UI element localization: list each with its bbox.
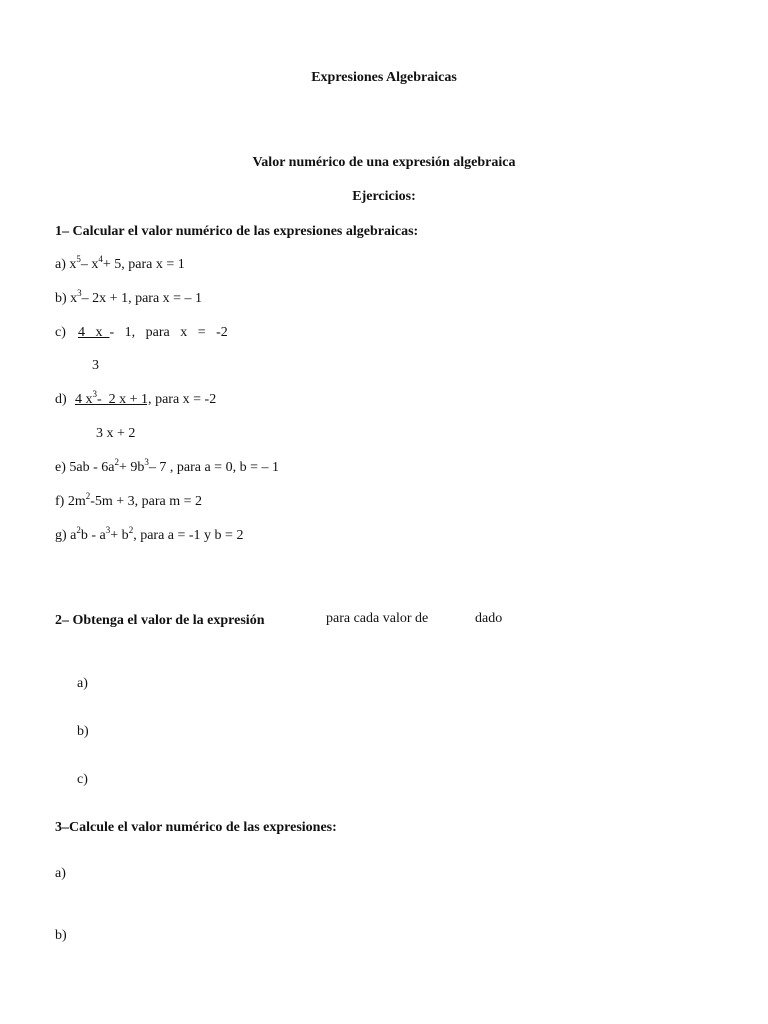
section2-heading: 2– Obtenga el valor de la expresión	[55, 613, 265, 628]
section2-item: c)	[77, 772, 88, 787]
exercise-1c	[55, 326, 66, 340]
exercise-1d	[55, 393, 67, 407]
section2-item: b)	[77, 724, 89, 739]
exercise-1d-denominator: 3 x + 2	[96, 426, 136, 441]
exercise-1g-label: g) a	[55, 528, 77, 543]
exercise-1d-label: d)	[55, 392, 67, 407]
exercise-1d-numerator-a: 4 x	[75, 392, 93, 407]
document-title: Expresiones Algebraicas	[311, 70, 457, 85]
exercise-1a-text: + 5, para x = 1	[102, 257, 185, 272]
exercise-1d-rest: para x = -2	[151, 392, 217, 407]
exercise-1e-label: e) 5ab - 6a	[55, 460, 115, 475]
exponent: 3	[105, 525, 111, 535]
exponent: 4	[98, 254, 103, 264]
section3-item: a)	[55, 866, 66, 881]
exercise-1c-denominator: 3	[92, 358, 99, 373]
exponent: 2	[85, 491, 91, 501]
exercise-1d-expression	[75, 389, 217, 407]
section2-mid-text: para cada valor de	[326, 611, 429, 626]
exercise-1a-label: a) x	[55, 257, 77, 272]
exponent: 3	[77, 288, 82, 298]
exponent: 3	[92, 389, 97, 399]
exercise-1a-text: – x	[80, 257, 99, 272]
exercise-1g-text: , para a = -1 y b = 2	[133, 528, 244, 543]
exponent: 5	[76, 254, 81, 264]
exercise-1e-text: + 9b	[118, 460, 145, 475]
exercise-1c-numerator: 4 x	[78, 325, 110, 340]
section2-end-text: dado	[475, 611, 503, 626]
section3-heading: 3–Calcule el valor numérico de las expresiones:	[55, 820, 337, 835]
exercise-1c-expression	[78, 326, 228, 340]
exercise-1g	[55, 525, 244, 543]
exponent: 2	[76, 525, 81, 535]
section1-heading: 1– Calcular el valor numérico de las expresiones algebraicas:	[55, 224, 419, 239]
document-subtitle: Valor numérico de una expresión algebraica	[252, 155, 516, 170]
exercise-1d-numerator	[75, 389, 152, 407]
exercise-1c-label: c)	[55, 325, 66, 340]
exercise-1d-numerator-b: - 2 x + 1,	[97, 392, 152, 407]
exercise-1e-text: – 7 , para a = 0, b = – 1	[148, 460, 279, 475]
exercise-1g-text: + b	[110, 528, 129, 543]
exponent: 2	[114, 457, 119, 467]
exercise-1b-label: b) x	[55, 291, 78, 306]
exercise-1f	[55, 491, 203, 509]
exercise-1g-text: b - a	[80, 528, 106, 543]
exponent: 2	[128, 525, 134, 535]
exercise-1e	[55, 457, 279, 475]
exercises-heading: Ejercicios:	[352, 189, 416, 204]
exercise-1a	[55, 254, 185, 272]
section2-item: a)	[77, 676, 88, 691]
section3-item: b)	[55, 928, 67, 943]
exercise-1b	[55, 288, 203, 306]
exponent: 3	[144, 457, 149, 467]
exercise-1f-text: -5m + 3, para m = 2	[90, 494, 203, 509]
exercise-1c-rest: - 1, para x = -2	[109, 325, 228, 340]
exercise-1f-label: f) 2m	[55, 494, 86, 509]
exercise-1b-text: – 2x + 1, para x = – 1	[81, 291, 203, 306]
